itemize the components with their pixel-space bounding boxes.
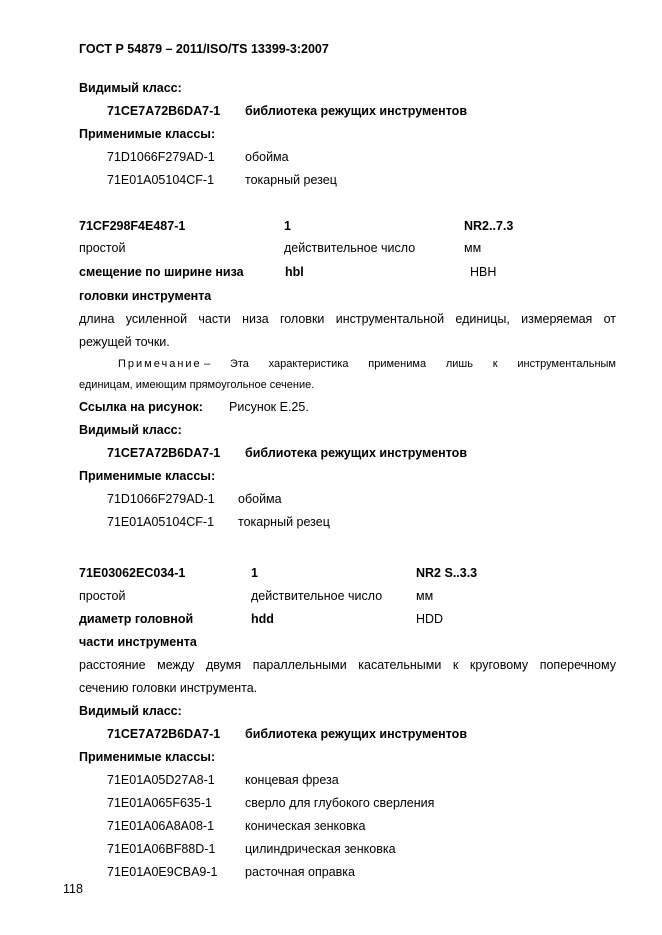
applicable-class-id: 71E01A06BF88D-1 <box>107 842 216 856</box>
applicable-class-name: обойма <box>245 150 289 164</box>
visible-class-label: Видимый класс: <box>79 81 182 95</box>
visible-class-label: Видимый класс: <box>79 704 182 718</box>
page-number: 118 <box>63 882 83 896</box>
property-symbol: hdd <box>251 612 274 626</box>
applicable-class-id: 71D1066F279AD-1 <box>107 150 215 164</box>
property-name: смещение по ширине низа <box>79 265 244 279</box>
applicable-class-id: 71D1066F279AD-1 <box>107 492 215 506</box>
note-label: Примечание <box>118 358 202 370</box>
visible-class-name: библиотека режущих инструментов <box>245 446 468 460</box>
property-definition: длина усиленной части низа головки инструментальной единицы, измеряемая от <box>79 312 616 326</box>
property-name: диаметр головной <box>79 612 194 626</box>
applicable-class-name: токарный резец <box>238 515 330 529</box>
property-type: простой <box>79 241 126 255</box>
applicable-class-name: обойма <box>238 492 282 506</box>
applicable-class-name: токарный резец <box>245 173 337 187</box>
property-format: NR2 S..3.3 <box>416 566 478 580</box>
applicable-class-name: сверло для глубокого сверления <box>245 796 435 810</box>
property-name-cont: части инструмента <box>79 635 197 649</box>
note-text: – Эта характеристика применима лишь к инструментальным <box>204 358 616 370</box>
applicable-class-name: расточная оправка <box>245 865 355 879</box>
property-version: 1 <box>251 566 258 580</box>
applicable-class-id: 71E01A0E9CBA9-1 <box>107 865 218 879</box>
applicable-class-id: 71E01A065F635-1 <box>107 796 212 810</box>
visible-class-id: 71CE7A72B6DA7-1 <box>107 104 221 118</box>
note-text-cont: единицам, имеющим прямоугольное сечение. <box>79 379 315 391</box>
property-datatype: действительное число <box>284 241 416 255</box>
applicable-class-id: 71E01A06A8A08-1 <box>107 819 215 833</box>
property-definition-cont: режущей точки. <box>79 335 170 349</box>
applicable-class-name: цилиндрическая зенковка <box>245 842 396 856</box>
property-id: 71E03062EC034-1 <box>79 566 186 580</box>
visible-class-id: 71CE7A72B6DA7-1 <box>107 446 221 460</box>
applicable-classes-label: Применимые классы: <box>79 127 216 141</box>
applicable-class-name: концевая фреза <box>245 773 339 787</box>
property-version: 1 <box>284 219 291 233</box>
property-code: HDD <box>416 612 444 626</box>
applicable-class-id: 71E01A05104CF-1 <box>107 173 215 187</box>
property-symbol: hbl <box>285 265 304 279</box>
property-unit: мм <box>416 589 434 603</box>
applicable-classes-label: Применимые классы: <box>79 750 216 764</box>
property-unit: мм <box>464 241 482 255</box>
property-definition: расстояние между двумя параллельными касательными к круговому поперечному <box>79 658 616 672</box>
applicable-class-id: 71E01A05D27A8-1 <box>107 773 215 787</box>
visible-class-id: 71CE7A72B6DA7-1 <box>107 727 221 741</box>
property-id: 71CF298F4E487-1 <box>79 219 186 233</box>
applicable-class-name: коническая зенковка <box>245 819 366 833</box>
visible-class-name: библиотека режущих инструментов <box>245 727 468 741</box>
figure-ref-value: Рисунок Е.25. <box>229 400 309 414</box>
property-type: простой <box>79 589 126 603</box>
property-format: NR2..7.3 <box>464 219 514 233</box>
property-code: HBH <box>470 265 497 279</box>
visible-class-name: библиотека режущих инструментов <box>245 104 468 118</box>
property-datatype: действительное число <box>251 589 383 603</box>
property-definition-cont: сечению головки инструмента. <box>79 681 258 695</box>
applicable-class-id: 71E01A05104CF-1 <box>107 515 215 529</box>
document-header: ГОСТ Р 54879 – 2011/ISO/TS 13399-3:2007 <box>79 42 329 56</box>
applicable-classes-label: Применимые классы: <box>79 469 216 483</box>
figure-ref-label: Ссылка на рисунок: <box>79 400 203 414</box>
property-name-cont: головки инструмента <box>79 289 212 303</box>
visible-class-label: Видимый класс: <box>79 423 182 437</box>
